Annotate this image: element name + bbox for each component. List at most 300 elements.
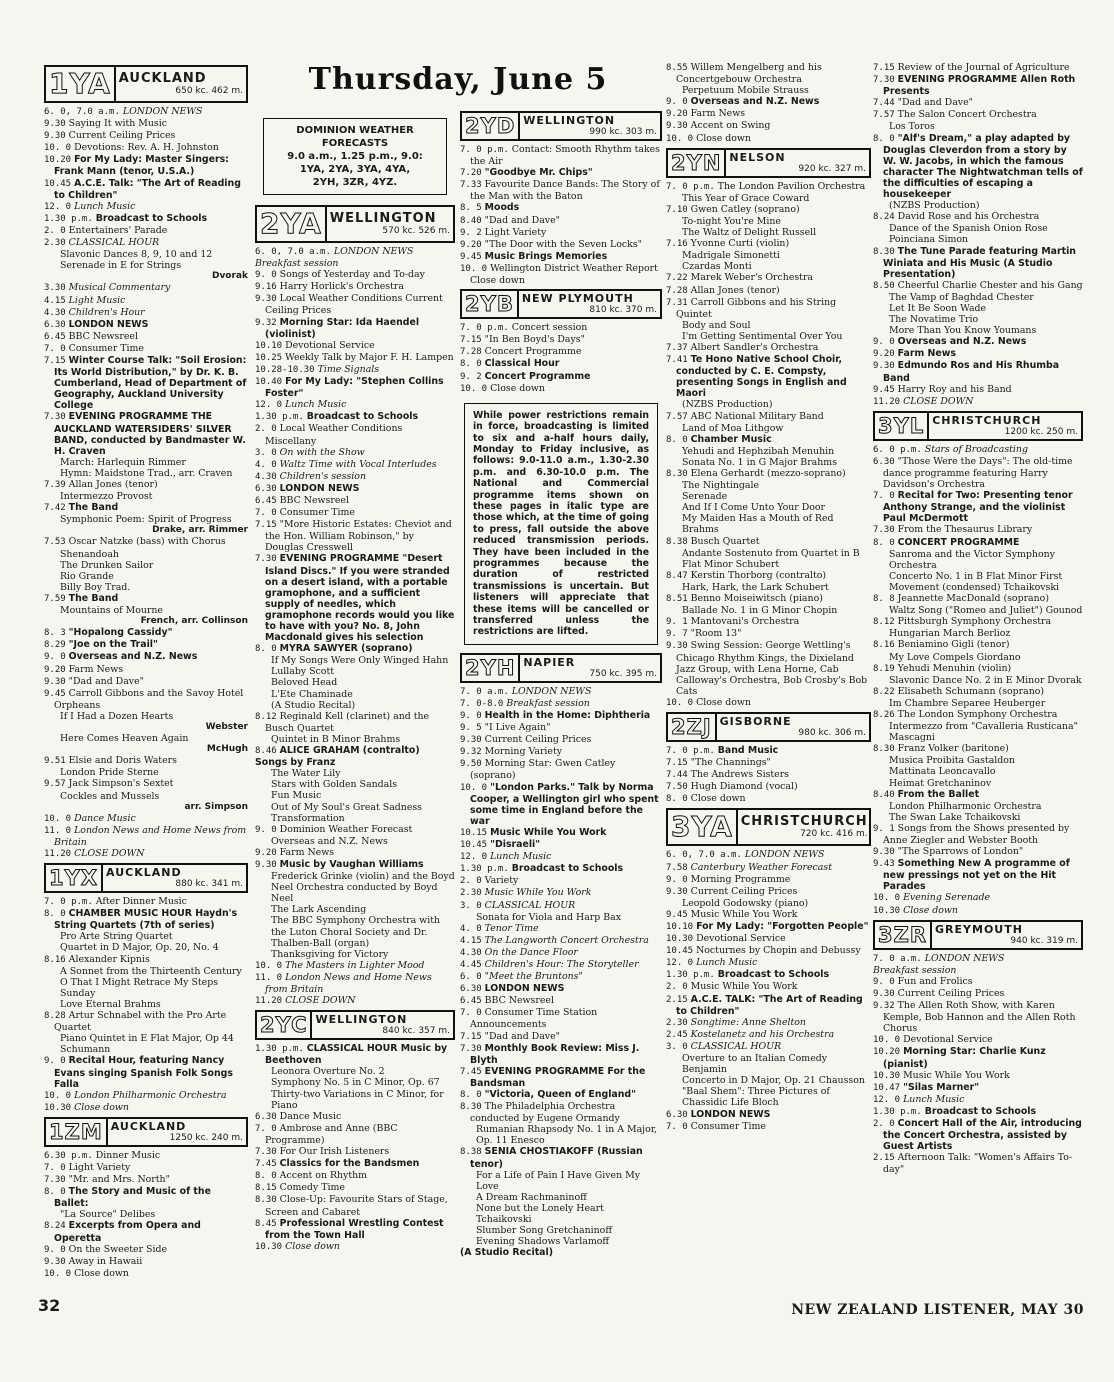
programme-time: 10.30: [666, 934, 694, 945]
programme-entry: [255, 317, 455, 340]
programme-entry: [666, 133, 871, 145]
programme-entry: [460, 686, 662, 698]
programme-title: Health in the Home: Diphtheria: [484, 710, 651, 721]
programme-entry: [666, 513, 871, 535]
programme-time: 12. 0: [666, 958, 694, 969]
programme-entry: [666, 593, 871, 605]
programme-time: 8.28: [44, 1011, 66, 1022]
programme-title: Thirty-two Variations in C Minor, for Piano: [271, 1088, 444, 1111]
programme-entry: [44, 1220, 248, 1243]
programme-entry: [873, 549, 1083, 571]
programme-entry: [666, 1029, 871, 1041]
station-frequency: 810 kc. 370 m.: [589, 305, 657, 316]
programme-entry: [44, 966, 248, 977]
programme-time: 9. 0: [255, 270, 277, 281]
programme-title: Time Signals: [317, 363, 380, 375]
programme-title: CONCERT PROGRAMME: [897, 536, 1020, 548]
programme-entry: [44, 813, 248, 825]
programme-title: Concert session: [511, 322, 588, 334]
programme-time: 6. 0, 7.0 a.m.: [666, 850, 742, 861]
programme-time: 7.30: [44, 412, 66, 423]
programme-entry: [44, 802, 248, 813]
programme-time: 8.38: [666, 536, 688, 547]
programme-time: 10.30: [873, 1070, 901, 1081]
programme-title: Close down: [690, 793, 746, 805]
programme-title: Mattinata Leoncavallo: [889, 766, 996, 778]
programme-title: Music Brings Memories: [484, 250, 608, 262]
programme-entry: [873, 743, 1083, 755]
programme-entry: [666, 457, 871, 468]
programme-title: Consumer Time: [279, 507, 355, 519]
programme-title: "London Parks." Talk by Norma Cooper, a Wellington girl who spent some time in England before the war: [470, 781, 659, 827]
programme-entry: [44, 825, 248, 848]
programme-entry: [666, 285, 871, 297]
programme-entry: [873, 121, 1083, 132]
station-header: [666, 808, 871, 846]
programme-entry: [44, 331, 248, 343]
programme-entry: [873, 537, 1083, 549]
programme-entry: [666, 909, 871, 921]
programme-title: This Year of Grace Coward: [682, 192, 810, 204]
programme-time: 8.40: [873, 789, 895, 800]
programme-time: 2. 0: [460, 876, 482, 887]
programme-entry: [255, 293, 455, 316]
programme-title: Jeannette MacDonald (soprano): [897, 593, 1049, 605]
programme-time: 9.30: [873, 361, 895, 372]
programme-time: 8. 8: [873, 594, 895, 605]
programme-entry: [873, 766, 1083, 777]
programme-title: More Than You Know Youmans: [889, 325, 1037, 337]
programme-time: 2. 0: [255, 424, 277, 435]
programme-time: 7.28: [460, 347, 482, 358]
programme-entry: [666, 1017, 871, 1029]
programme-entry: [255, 666, 455, 677]
programme-time: 8.51: [666, 594, 688, 605]
programme-time: 9. 0: [460, 711, 482, 721]
programme-entry: [44, 711, 248, 722]
programme-entry: [873, 709, 1083, 721]
programme-title: Waltz Time with Vocal Interludes: [279, 458, 437, 470]
programme-title: Broadcast to Schools: [95, 212, 208, 224]
programme-time: 7.22: [666, 273, 688, 284]
programme-title: Musical Commentary: [68, 282, 171, 294]
programme-entry: [460, 167, 662, 179]
programme-title: Out of My Soul's Great Sadness: [271, 801, 422, 813]
programme-title: Broadcast to Schools: [717, 969, 830, 981]
station-info: [101, 865, 246, 891]
station-call-sign: 3YL: [878, 413, 925, 438]
programme-title: (A Studio Recital): [271, 699, 356, 711]
page-title: Thursday, June 5: [308, 62, 608, 97]
programme-time: 10. 0: [44, 143, 72, 154]
programme-time: 1.30 p.m.: [460, 864, 509, 875]
station-city: AUCKLAND: [110, 1119, 187, 1133]
programme-title: EVENING PROGRAMME Allen Roth Presents: [883, 74, 1076, 98]
programme-entry: [255, 519, 455, 553]
programme-time: 2. 0: [873, 1118, 895, 1129]
programme-title: Current Ceiling Prices: [690, 885, 798, 897]
programme-time: 9.43: [873, 859, 895, 870]
programme-time: 8.15: [255, 1183, 277, 1194]
programme-title: The Langworth Concert Orchestra: [484, 934, 649, 946]
programme-entry: [44, 1268, 248, 1280]
programme-title: Te Hono Native School Choir, conducted by C. E. Compsty, presenting Songs in English and Maori: [676, 354, 847, 400]
programme-entry: [873, 1082, 1083, 1094]
programme-time: 12. 0: [460, 852, 488, 863]
programme-title: Songtime: Anne Shelton: [690, 1016, 806, 1028]
programme-title: Piano Quintet in E Flat Major, Op 44 Schumann: [60, 1033, 234, 1056]
programme-title: To-night You're Mine: [682, 215, 781, 227]
programme-time: 8.29: [44, 640, 66, 651]
programme-entry: [873, 211, 1083, 223]
programme-title: Mantovani's Orchestra: [690, 616, 800, 628]
programme-entry: [460, 971, 662, 983]
station-city: NAPIER: [523, 655, 576, 669]
programme-title: (NZBS Production): [889, 200, 980, 212]
programme-time: 9.30: [44, 676, 66, 687]
programme-time: 4.30: [44, 307, 66, 318]
programme-entry: [666, 62, 871, 85]
programme-title: Webster: [205, 721, 248, 732]
programme-title: Current Ceiling Prices: [484, 734, 592, 746]
programme-entry: [255, 459, 455, 471]
programme-title: Serenade in E for Strings: [60, 260, 182, 272]
weather-box-line: DOMINION WEATHER: [296, 125, 414, 136]
programme-time: 9. 0: [666, 874, 688, 885]
programme-time: 7. 0: [873, 491, 895, 502]
programme-entry: [44, 639, 248, 651]
programme-time: 8.55: [666, 63, 688, 73]
programme-time: 7.57: [873, 110, 895, 121]
programme-title: French, arr. Collinson: [140, 616, 248, 627]
programme-title: LONDON NEWS: [511, 685, 592, 697]
programme-time: 10.45: [666, 946, 694, 957]
column-4: [666, 62, 871, 1322]
programme-title: The Waltz of Delight Russell: [682, 227, 817, 239]
programme-entry: [666, 96, 871, 108]
station-call-sign: 1YA: [49, 67, 111, 100]
station-frequency: 980 kc. 306 m.: [798, 727, 866, 738]
programme-title: The Tune Parade featuring Martin Winiata and His Music (A Studio Presentation): [883, 245, 1076, 280]
programme-title: For My Lady: "Stephen Collins Foster": [265, 376, 444, 400]
programme-entry: [255, 757, 455, 768]
programme-time: 10.28-10.30: [255, 364, 315, 375]
programme-entry: [255, 1089, 455, 1111]
programme-entry: [460, 983, 662, 995]
programme-time: 11.20: [873, 396, 901, 407]
programme-time: 7.30: [873, 525, 895, 536]
programme-title: Away in Hawaii: [68, 1255, 143, 1267]
programme-time: 7. 0: [44, 1162, 66, 1173]
programme-entry: [255, 1077, 455, 1088]
programme-entry: [873, 892, 1083, 904]
programme-time: 11.20: [255, 996, 283, 1007]
programme-title: Hark, Hark, the Lark Schubert: [682, 581, 829, 593]
programme-time: 8.46: [255, 746, 277, 757]
station-frequency: 570 kc. 526 m.: [382, 226, 450, 236]
programme-entry: [460, 935, 662, 947]
programme-entry: [666, 1109, 871, 1121]
programme-title: O That I Might Retrace My Steps: [60, 976, 219, 988]
programme-entry: [666, 320, 871, 331]
programme-time: 8. 0: [666, 434, 688, 445]
programme-entry: [666, 1053, 871, 1075]
programme-time: 4.30: [255, 471, 277, 482]
programme-time: 8. 0: [460, 1090, 482, 1100]
programme-title: The Novatime Trio: [889, 314, 979, 326]
programme-title: Band Music: [717, 744, 779, 756]
programme-entry: [873, 360, 1083, 383]
programme-time: 8.24: [873, 212, 895, 223]
programme-title: Wellington District Weather Report Close down: [470, 262, 658, 287]
programme-entry: [873, 74, 1083, 97]
programme-title: Music by Vaughan Williams: [279, 858, 424, 870]
programme-entry: [873, 663, 1083, 675]
programme-time: 2.15: [873, 1153, 895, 1164]
station-frequency: 840 kc. 357 m.: [382, 1026, 450, 1037]
programme-entry: [873, 778, 1083, 789]
programme-title: Close down: [285, 1240, 340, 1252]
station-call-sign: 2YC: [260, 1013, 308, 1038]
programme-title: Nocturnes by Chopin and Debussy: [696, 945, 861, 957]
programme-entry: [873, 652, 1083, 663]
programme-title: "Joe on the Trail": [68, 639, 158, 651]
programme-entry: [666, 1121, 871, 1133]
station-city: AUCKLAND: [118, 71, 207, 86]
programme-entry: [44, 1150, 248, 1162]
programme-title: Andante Sostenuto from Quartet in B Flat Minor Schubert: [682, 547, 860, 570]
programme-title: Accent on Swing: [690, 120, 771, 132]
programme-title: Concert Programme: [484, 346, 582, 358]
programme-title: Devotional Service: [696, 933, 786, 945]
programme-title: Afternoon Talk: "Women's Affairs To-day": [883, 1152, 1073, 1176]
programme-time: 9. 0: [873, 976, 895, 987]
programme-entry: [666, 181, 871, 193]
programme-entry: [255, 246, 455, 258]
programme-title: The Masters in Lighter Mood: [285, 959, 425, 971]
programme-title: Contact: Smooth Rhythm takes the Air: [470, 144, 660, 168]
programme-title: Overseas and N.Z. News: [690, 96, 820, 108]
programme-entry: [460, 1225, 662, 1236]
programme-title: Music While You Work: [690, 981, 798, 993]
programme-entry: [44, 282, 248, 294]
programme-time: 7.57: [666, 411, 688, 422]
programme-time: 6.30: [44, 319, 66, 330]
programme-entry: [873, 721, 1083, 743]
programme-title: Oscar Natzke (bass) with Chorus: [68, 536, 226, 548]
programme-entry: [460, 863, 662, 875]
programme-title: BBC Newsreel: [484, 995, 554, 1007]
programme-title: LONDON NEWS: [484, 983, 565, 995]
programme-entry: [44, 896, 248, 908]
programme-title: Light Music: [68, 294, 126, 306]
programme-title: Morning Programme: [690, 873, 791, 885]
programme-time: 8.30: [666, 469, 688, 479]
programme-title: On the Sweeter Side: [68, 1243, 167, 1255]
programme-title: The Band: [68, 592, 119, 604]
programme-title: Farm News: [279, 846, 335, 858]
programme-title: Marek Weber's Orchestra: [690, 272, 814, 284]
programme-title: Close down: [903, 904, 958, 916]
programme-entry: [873, 292, 1083, 303]
programme-title: Close-Up: Favourite Stars of Stage, Screen and Cabaret: [265, 1194, 448, 1218]
programme-title: Beloved Head: [271, 677, 338, 689]
station-frequency: 1200 kc. 250 m.: [1004, 426, 1078, 437]
programme-time: 7.50: [666, 782, 688, 793]
programme-title: A.C.E. TALK: "The Art of Reading to Children": [676, 993, 863, 1017]
programme-title: Recital Hour, featuring Nancy Evans singing Spanish Folk Songs Falla: [54, 1055, 233, 1090]
programme-entry: [44, 536, 248, 548]
programme-time: 2.30: [666, 1017, 688, 1028]
programme-entry: [873, 1070, 1083, 1082]
programme-entry: [460, 251, 662, 263]
programme-title: Local Weather Conditions Miscellany: [265, 423, 403, 447]
programme-title: Tenor Time: [484, 922, 539, 934]
programme-title: "Meet the Bruntons": [484, 971, 583, 983]
programme-entry: [873, 571, 1083, 593]
programme-title: Slumber Song Gretchaninoff: [476, 1225, 612, 1237]
programme-title: "Baal Shem": Three Pictures of Chassidic Life Bloch: [682, 1086, 830, 1109]
programme-entry: [666, 616, 871, 628]
programme-title: Broadcast to Schools: [511, 863, 624, 875]
programme-title: CLASSICAL HOUR Music by Beethoven: [265, 1043, 448, 1067]
programme-time: 9.20: [44, 664, 66, 675]
programme-time: 6.30 p.m.: [44, 1150, 93, 1161]
programme-title: MYRA SAWYER (soprano): [279, 643, 413, 655]
programme-entry: [873, 675, 1083, 686]
weather-box-line: 1YA, 2YA, 3YA, 4YA,: [299, 164, 411, 175]
programme-title: Ballade No. 1 in G Minor Chopin: [682, 605, 838, 617]
programme-title: LONDON NEWS: [68, 318, 149, 330]
programme-entry: [666, 238, 871, 250]
programme-time: 10. 0: [666, 697, 694, 708]
programme-entry: [44, 688, 248, 711]
programme-title: arr. Simpson: [184, 801, 248, 812]
station-frequency: 720 kc. 416 m.: [800, 829, 868, 840]
programme-entry: [666, 874, 871, 886]
programme-title: Morning Star: Charlie Kunz (pianist): [883, 1046, 1046, 1070]
programme-time: 10.30: [873, 905, 901, 916]
programme-title: Consumer Time: [68, 342, 144, 354]
programme-title: Breakfast session: [873, 964, 957, 976]
programme-time: 8.30: [460, 1102, 482, 1113]
programme-title: Breakfast session: [506, 697, 590, 709]
programme-entry: [44, 942, 248, 953]
programme-title: Land of Moa Lithgow: [682, 422, 784, 434]
programme-title: Leopold Godowsky (piano): [682, 897, 809, 909]
programme-entry: [460, 923, 662, 935]
programme-time: 4.15: [460, 935, 482, 946]
station-info: [518, 113, 660, 139]
programme-entry: [460, 346, 662, 358]
programme-entry: [460, 1203, 662, 1225]
station-call-sign: 3ZR: [878, 922, 928, 947]
programme-entry: [255, 813, 455, 824]
programme-time: 7. 0 p.m.: [666, 745, 715, 756]
programme-title: "Goodbye Mr. Chips": [484, 167, 593, 179]
programme-time: 10. 0: [666, 133, 694, 144]
programme-entry: [666, 548, 871, 570]
programme-title: Evening Shadows Varlamoff: [476, 1236, 610, 1248]
weather-forecast-box: [263, 118, 447, 195]
programme-entry: [460, 912, 662, 923]
station-info: [310, 1012, 453, 1038]
programme-time: 7. 0: [255, 1123, 277, 1134]
programme-entry: [44, 154, 248, 177]
programme-time: 6.30: [873, 456, 895, 467]
programme-title: Devotional Service: [903, 1034, 993, 1046]
programme-title: Songs by Franz: [255, 757, 336, 769]
programme-title: Symphonic Poem: Spirit of Progress: [60, 514, 232, 526]
station-frequency: 750 kc. 395 m.: [589, 668, 657, 679]
station-call-sign: 2YB: [465, 292, 514, 317]
programme-title: Professional Wrestling Contest from the Town Hall: [265, 1217, 444, 1241]
programme-time: 7.33: [460, 180, 482, 191]
programme-title: ABC National Military Band: [690, 410, 824, 422]
programme-entry: [44, 549, 248, 560]
station-frequency: 940 kc. 319 m.: [1010, 935, 1078, 946]
programme-title: Dominion Weather Forecast: [279, 823, 413, 835]
programme-entry: [44, 605, 248, 616]
programme-time: 10.30: [44, 1102, 72, 1113]
programme-time: 8.30: [873, 744, 895, 755]
programme-time: 7. 0 a.m.: [460, 686, 509, 697]
programme-entry: [666, 898, 871, 909]
programme-title: The London Pavilion Orchestra: [717, 180, 866, 192]
programme-title: Canterbury Weather Forecast: [690, 861, 832, 873]
programme-title: The Vamp of Baghdad Chester: [889, 291, 1034, 303]
programme-entry: [666, 697, 871, 709]
programme-title: CLOSE DOWN: [285, 995, 356, 1007]
programme-title: Music While You Work: [490, 826, 607, 838]
programme-entry: [44, 271, 248, 282]
programme-entry: [460, 887, 662, 899]
programme-time: 7.31: [666, 297, 688, 308]
programme-time: 8. 0: [460, 359, 482, 370]
programme-time: 4.15: [44, 295, 66, 306]
programme-entry: [873, 976, 1083, 988]
programme-entry: [44, 651, 248, 663]
programme-title: Dance Music: [74, 812, 136, 824]
programme-title: LONDON NEWS: [333, 246, 414, 257]
programme-time: 7. 0-8.0: [460, 698, 504, 709]
programme-title: Light Variety: [484, 226, 547, 238]
programme-title: The Salon Concert Orchestra: [897, 109, 1037, 121]
programme-title: Im Chambre Separee Heuberger: [889, 697, 1046, 709]
programme-title: "More Historic Estates: Cheviot and the Hon. William Robinson," by Douglas Cresswell: [265, 519, 452, 554]
programme-entry: [460, 1192, 662, 1203]
programme-time: 3. 0: [666, 1041, 688, 1052]
programme-title: Close down: [696, 696, 751, 708]
programme-entry: [44, 1010, 248, 1033]
programme-title: On the Dance Floor: [484, 946, 578, 958]
programme-entry: [255, 745, 455, 757]
programme-title: Overseas and N.Z. News: [68, 651, 198, 663]
programme-entry: [460, 722, 662, 734]
programme-title: The Story and Music of the Ballet:: [54, 1186, 211, 1210]
programme-entry: [873, 801, 1083, 812]
programme-entry: [44, 1162, 248, 1174]
programme-title: "Disraeli": [490, 839, 541, 851]
programme-title: Dance of the Spanish Onion Rose: [889, 223, 1048, 235]
programme-entry: [255, 352, 455, 364]
programme-entry: [873, 1034, 1083, 1046]
station-call-sign: 2ZJ: [671, 714, 712, 739]
programme-entry: [666, 628, 871, 640]
programme-title: Classical Hour: [484, 358, 560, 370]
programme-entry: [666, 849, 871, 861]
programme-time: 10.10: [255, 340, 283, 351]
